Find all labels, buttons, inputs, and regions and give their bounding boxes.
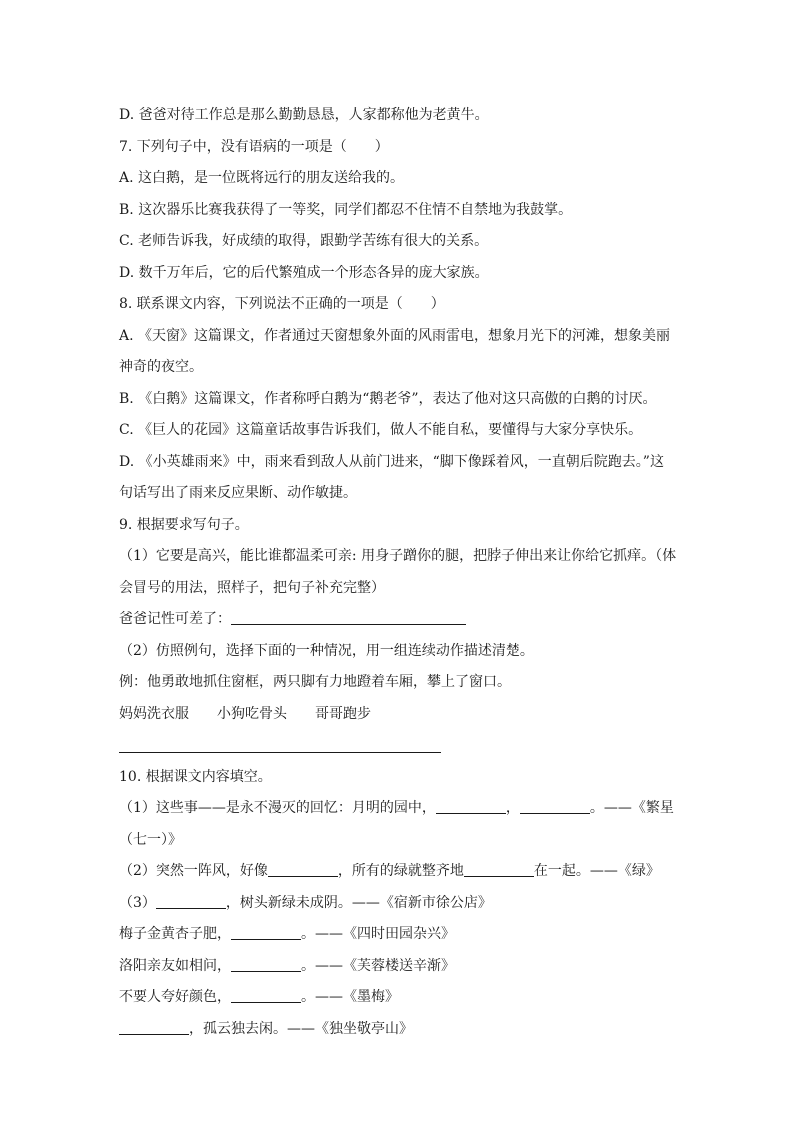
q9-part1-blank[interactable] [231,610,466,625]
q8-option-b: B. 《白鹅》这篇课文，作者称呼白鹅为“鹅老爷”，表达了他对这只高傲的白鹅的讨厌。 [119,390,657,407]
q10-poem-2-text-b: 。——《芙蓉楼送辛渐》 [301,957,455,974]
q9-option-2: 小狗吃骨头 [217,705,287,722]
q8-option-d-line1: D. 《小英雄雨来》中，雨来看到敌人从前门进来，“脚下像踩着风，一直朝后院跑去。”这 [119,453,664,470]
q10-part3-blank[interactable] [156,894,226,909]
q10-part2 [119,856,679,888]
q9-option-1: 妈妈洗衣服 [119,705,189,722]
q9-options [119,699,679,731]
q10-poem-3-text-b: 。——《墨梅》 [301,989,399,1005]
q10-poem-3-blank[interactable] [231,988,301,1003]
q10-part1-line2: （七一）》 [119,831,182,848]
q7-option-d: D. 数千万年后，它的后代繁殖成一个形态各异的庞大家族。 [119,264,489,281]
q10-part2-text-a: （2）突然一阵风，好像 [119,863,268,879]
q10-part3-text-b: ，树头新绿未成阴。——《宿新市徐公店》 [225,894,492,911]
q10-part1-line1 [119,793,679,825]
q10-poem-1-text-a: 梅子金黄杏子肥， [119,926,231,942]
q10-part1-text-c: 。——《繁星 [589,800,674,816]
q10-part2-blank-2[interactable] [464,862,534,877]
q9-option-3: 哥哥跑步 [315,705,371,722]
q7-option-c: C. 老师告诉我，好成绩的取得，跟勤学苦练有很大的关系。 [119,233,489,249]
q10-part2-text-b: ，所有的绿就整齐地 [337,863,464,879]
q10-poem-4 [119,1014,679,1046]
q10-poem-1 [119,919,679,951]
q8-option-d-line2: 句话写出了雨来反应果断、动作敏捷。 [119,485,357,501]
q10-poem-2-text-a: 洛阳亲友如相问， [119,957,231,974]
q10-part3-text-a: （3） [119,894,156,911]
q7-option-b: B. 这次器乐比赛我获得了一等奖，同学们都忍不住情不自禁地为我鼓掌。 [119,201,573,218]
q10-poem-1-blank[interactable] [231,925,301,940]
worksheet-page [119,100,679,1045]
q10-poem-3-text-a: 不要人夸好颜色， [119,989,231,1005]
q6-option-d: D. 爸爸对待工作总是那么勤勤恳恳，人家都称他为老黄牛。 [119,107,489,123]
q9-part1-line2: 会冒号的用法，照样子，把句子补充完整） [119,579,385,596]
q7-option-a: A. 这白鹅，是一位既将远行的朋友送给我的。 [119,170,405,186]
q9-stem: 9. 根据要求写句子。 [119,516,249,533]
q9-part1-fill [119,604,679,636]
q10-part1-text-a: （1）这些事——是永不漫灭的回忆：月明的园中， [119,800,436,816]
q8-option-c: C. 《巨人的花园》这篇童话故事告诉我们，做人不能自私，要懂得与大家分享快乐。 [119,422,643,438]
q9-part2-instruction: （2）仿照例句，选择下面的一种情况，用一组连续动作描述清楚。 [119,642,534,659]
q7-stem: 7. 下列句子中，没有语病的一项是（ ） [119,138,389,155]
q10-poem-4-text-b: ，孤云独去闲。——《独坐敬亭山》 [189,1020,413,1037]
q10-part2-blank-1[interactable] [268,862,338,877]
q8-option-a-line2: 神奇的夜空。 [119,359,203,375]
q10-part2-text-c: 在一起。——《绿》 [533,863,660,879]
q9-example: 例：他勇敢地抓住窗框，两只脚有力地蹬着车厢，攀上了窗口。 [119,674,511,690]
q10-stem: 10. 根据课文内容填空。 [119,768,272,785]
q10-poem-1-text-b: 。——《四时田园杂兴》 [301,926,455,942]
q10-poem-3 [119,982,679,1014]
q10-part1-blank-1[interactable] [436,799,506,814]
q9-part1-prompt: 爸爸记性可差了： [119,611,231,627]
q9-answer-line[interactable] [119,730,679,762]
q8-stem: 8. 联系课文内容，下列说法不正确的一项是（ ） [119,296,445,312]
q9-part1-line1: （1）它要是高兴，能比谁都温柔可亲: 用身子蹭你的腿，把脖子伸出来让你给它抓痒。（体 [119,548,677,564]
q10-part1-blank-2[interactable] [520,799,590,814]
q10-part3 [119,888,679,920]
q10-part1-text-b: ， [505,800,520,816]
q10-poem-4-blank[interactable] [119,1020,189,1035]
q10-poem-2-blank[interactable] [231,957,301,972]
q10-poem-2 [119,951,679,983]
q8-option-a-line1: A. 《天窗》这篇课文，作者通过天窗想象外面的风雨雷电，想象月光下的河滩，想象美丽 [119,327,671,344]
